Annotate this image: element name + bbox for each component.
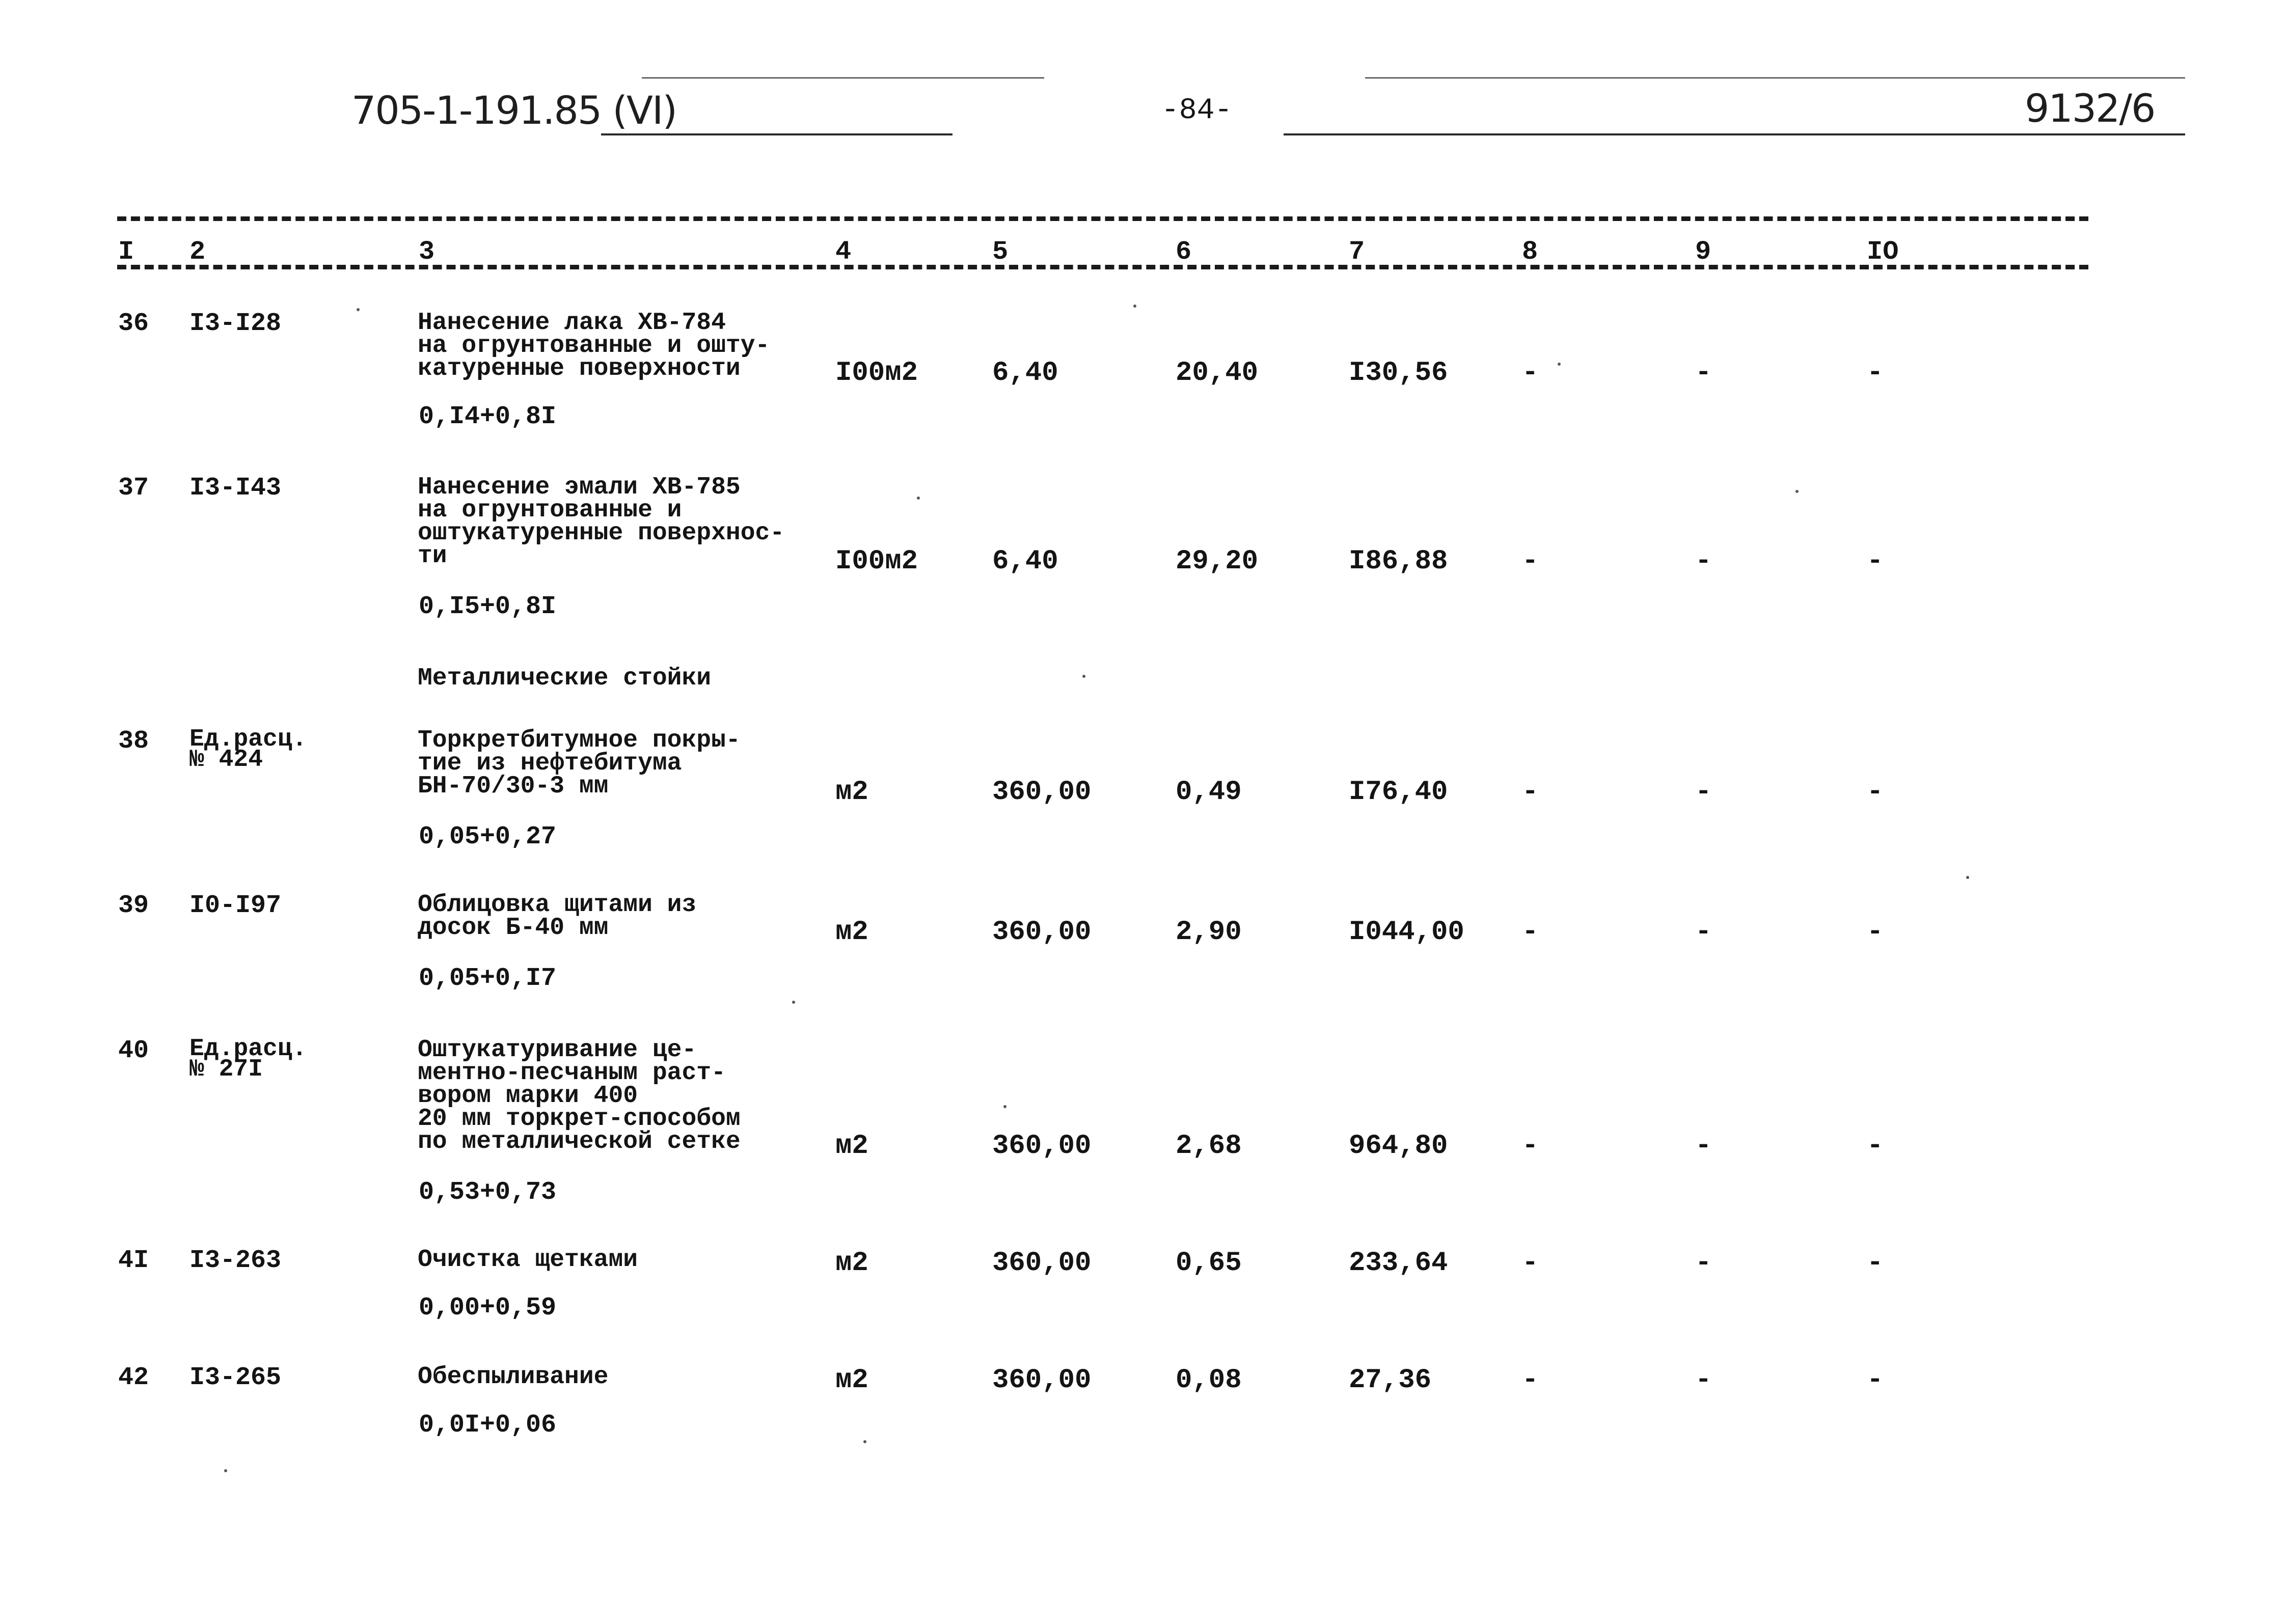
top-rule <box>1365 77 2185 78</box>
unit: м2 <box>835 1131 868 1162</box>
rate-code: I3-I43 <box>189 474 282 503</box>
quantity: 360,00 <box>992 777 1092 808</box>
col8-value: - <box>1522 357 1539 389</box>
labor-formula: 0,00+0,59 <box>419 1293 557 1323</box>
work-description: Облицовка щитами из досок Б-40 мм <box>418 891 697 942</box>
total-cost: I30,56 <box>1349 357 1448 389</box>
unit: I00м2 <box>835 357 918 389</box>
row-number: 4I <box>118 1246 149 1275</box>
unit-price: 0,49 <box>1176 777 1242 808</box>
total-cost: 27,36 <box>1349 1365 1432 1396</box>
total-cost: I86,88 <box>1349 546 1448 577</box>
labor-formula: 0,I4+0,8I <box>419 402 557 431</box>
row-number: 38 <box>118 727 149 756</box>
col8-value: - <box>1522 1248 1539 1279</box>
work-description: Оштукатуривание це- ментно-песчаным раст- вором марки 400 20 мм торкрет-способом по металлической сетке <box>418 1036 741 1155</box>
col8-value: - <box>1522 1365 1539 1396</box>
unit-price: 2,90 <box>1176 917 1242 948</box>
scan-speck <box>792 1001 795 1004</box>
quantity: 6,40 <box>992 546 1058 577</box>
column-header-3: 3 <box>419 237 435 267</box>
labor-formula: 0,05+0,I7 <box>419 964 557 993</box>
row-number: 36 <box>118 309 149 338</box>
col10-value: - <box>1867 917 1884 948</box>
quantity: 360,00 <box>992 917 1092 948</box>
rate-code: I3-265 <box>189 1363 282 1392</box>
labor-formula: 0,05+0,27 <box>419 822 557 851</box>
scan-speck <box>357 308 360 311</box>
col8-value: - <box>1522 1131 1539 1162</box>
col8-value: - <box>1522 917 1539 948</box>
col9-value: - <box>1695 917 1712 948</box>
header-rule <box>1284 133 2185 135</box>
col8-value: - <box>1522 546 1539 577</box>
column-header-5: 5 <box>992 237 1009 267</box>
column-header-6: 6 <box>1176 237 1192 267</box>
col9-value: - <box>1695 1365 1712 1396</box>
scan-speck <box>917 497 920 500</box>
rate-code: Ед.расц. № 27I <box>189 1035 307 1083</box>
column-header-10: IO <box>1867 237 1899 267</box>
quantity: 6,40 <box>992 357 1058 389</box>
scan-speck <box>224 1469 227 1472</box>
col9-value: - <box>1695 777 1712 808</box>
col10-value: - <box>1867 1365 1884 1396</box>
col10-value: - <box>1867 777 1884 808</box>
rate-code: I3-I28 <box>189 309 282 338</box>
unit-price: 0,08 <box>1176 1365 1242 1396</box>
scan-speck <box>1003 1105 1006 1108</box>
col10-value: - <box>1867 1131 1884 1162</box>
rate-code: I0-I97 <box>189 891 282 920</box>
scan-speck <box>863 1440 866 1443</box>
unit-price: 20,40 <box>1176 357 1259 389</box>
scan-speck <box>1795 490 1799 493</box>
col9-value: - <box>1695 1131 1712 1162</box>
unit: м2 <box>835 1365 868 1396</box>
header-rule <box>601 133 953 135</box>
row-number: 39 <box>118 891 149 920</box>
column-header-2: 2 <box>189 237 206 267</box>
top-rule <box>642 77 1044 78</box>
row-number: 37 <box>118 474 149 503</box>
scan-speck <box>1133 305 1136 308</box>
col9-value: - <box>1695 546 1712 577</box>
unit: м2 <box>835 777 868 808</box>
total-cost: 964,80 <box>1349 1131 1448 1162</box>
column-header-9: 9 <box>1695 237 1711 267</box>
document-code: 705-1-191.85 (VI) <box>351 88 677 133</box>
scan-speck <box>1558 363 1561 366</box>
total-cost: I76,40 <box>1349 777 1448 808</box>
sheet-code: 9132/6 <box>2025 86 2155 131</box>
rate-code: Ед.расц. № 424 <box>189 726 307 774</box>
column-header-7: 7 <box>1349 237 1365 267</box>
column-header-8: 8 <box>1522 237 1538 267</box>
section-heading: Металлические стойки <box>418 665 712 692</box>
labor-formula: 0,53+0,73 <box>419 1178 557 1207</box>
scan-speck <box>1082 675 1085 678</box>
quantity: 360,00 <box>992 1131 1092 1162</box>
col8-value: - <box>1522 777 1539 808</box>
table-header-rule <box>117 265 2088 269</box>
work-description: Нанесение лака ХВ-784 на огрунтованные и ошту- катуренные поверхности <box>418 309 770 382</box>
work-description: Нанесение эмали ХВ-785 на огрунтованные и оштукатуренные поверхнос- ти <box>418 474 785 570</box>
unit-price: 0,65 <box>1176 1248 1242 1279</box>
col9-value: - <box>1695 1248 1712 1279</box>
labor-formula: 0,0I+0,06 <box>419 1411 557 1440</box>
row-number: 40 <box>118 1036 149 1065</box>
total-cost: I044,00 <box>1349 917 1464 948</box>
rate-code: I3-263 <box>189 1246 282 1275</box>
column-header-4: 4 <box>835 237 852 267</box>
unit: м2 <box>835 1248 868 1279</box>
unit: м2 <box>835 917 868 948</box>
col10-value: - <box>1867 546 1884 577</box>
unit-price: 29,20 <box>1176 546 1259 577</box>
quantity: 360,00 <box>992 1248 1092 1279</box>
work-description: Очистка щетками <box>418 1246 638 1274</box>
quantity: 360,00 <box>992 1365 1092 1396</box>
unit-price: 2,68 <box>1176 1131 1242 1162</box>
page-number: -84- <box>1161 94 1233 127</box>
work-description: Обеспыливание <box>418 1363 609 1391</box>
unit: I00м2 <box>835 546 918 577</box>
col10-value: - <box>1867 1248 1884 1279</box>
col10-value: - <box>1867 357 1884 389</box>
table-top-rule <box>117 216 2088 221</box>
total-cost: 233,64 <box>1349 1248 1448 1279</box>
scan-speck <box>1966 876 1969 879</box>
labor-formula: 0,I5+0,8I <box>419 592 557 621</box>
work-description: Торкретбитумное покры- тие из нефтебитума БН-70/30-3 мм <box>418 727 741 800</box>
column-header-1: I <box>118 237 134 267</box>
col9-value: - <box>1695 357 1712 389</box>
row-number: 42 <box>118 1363 149 1392</box>
